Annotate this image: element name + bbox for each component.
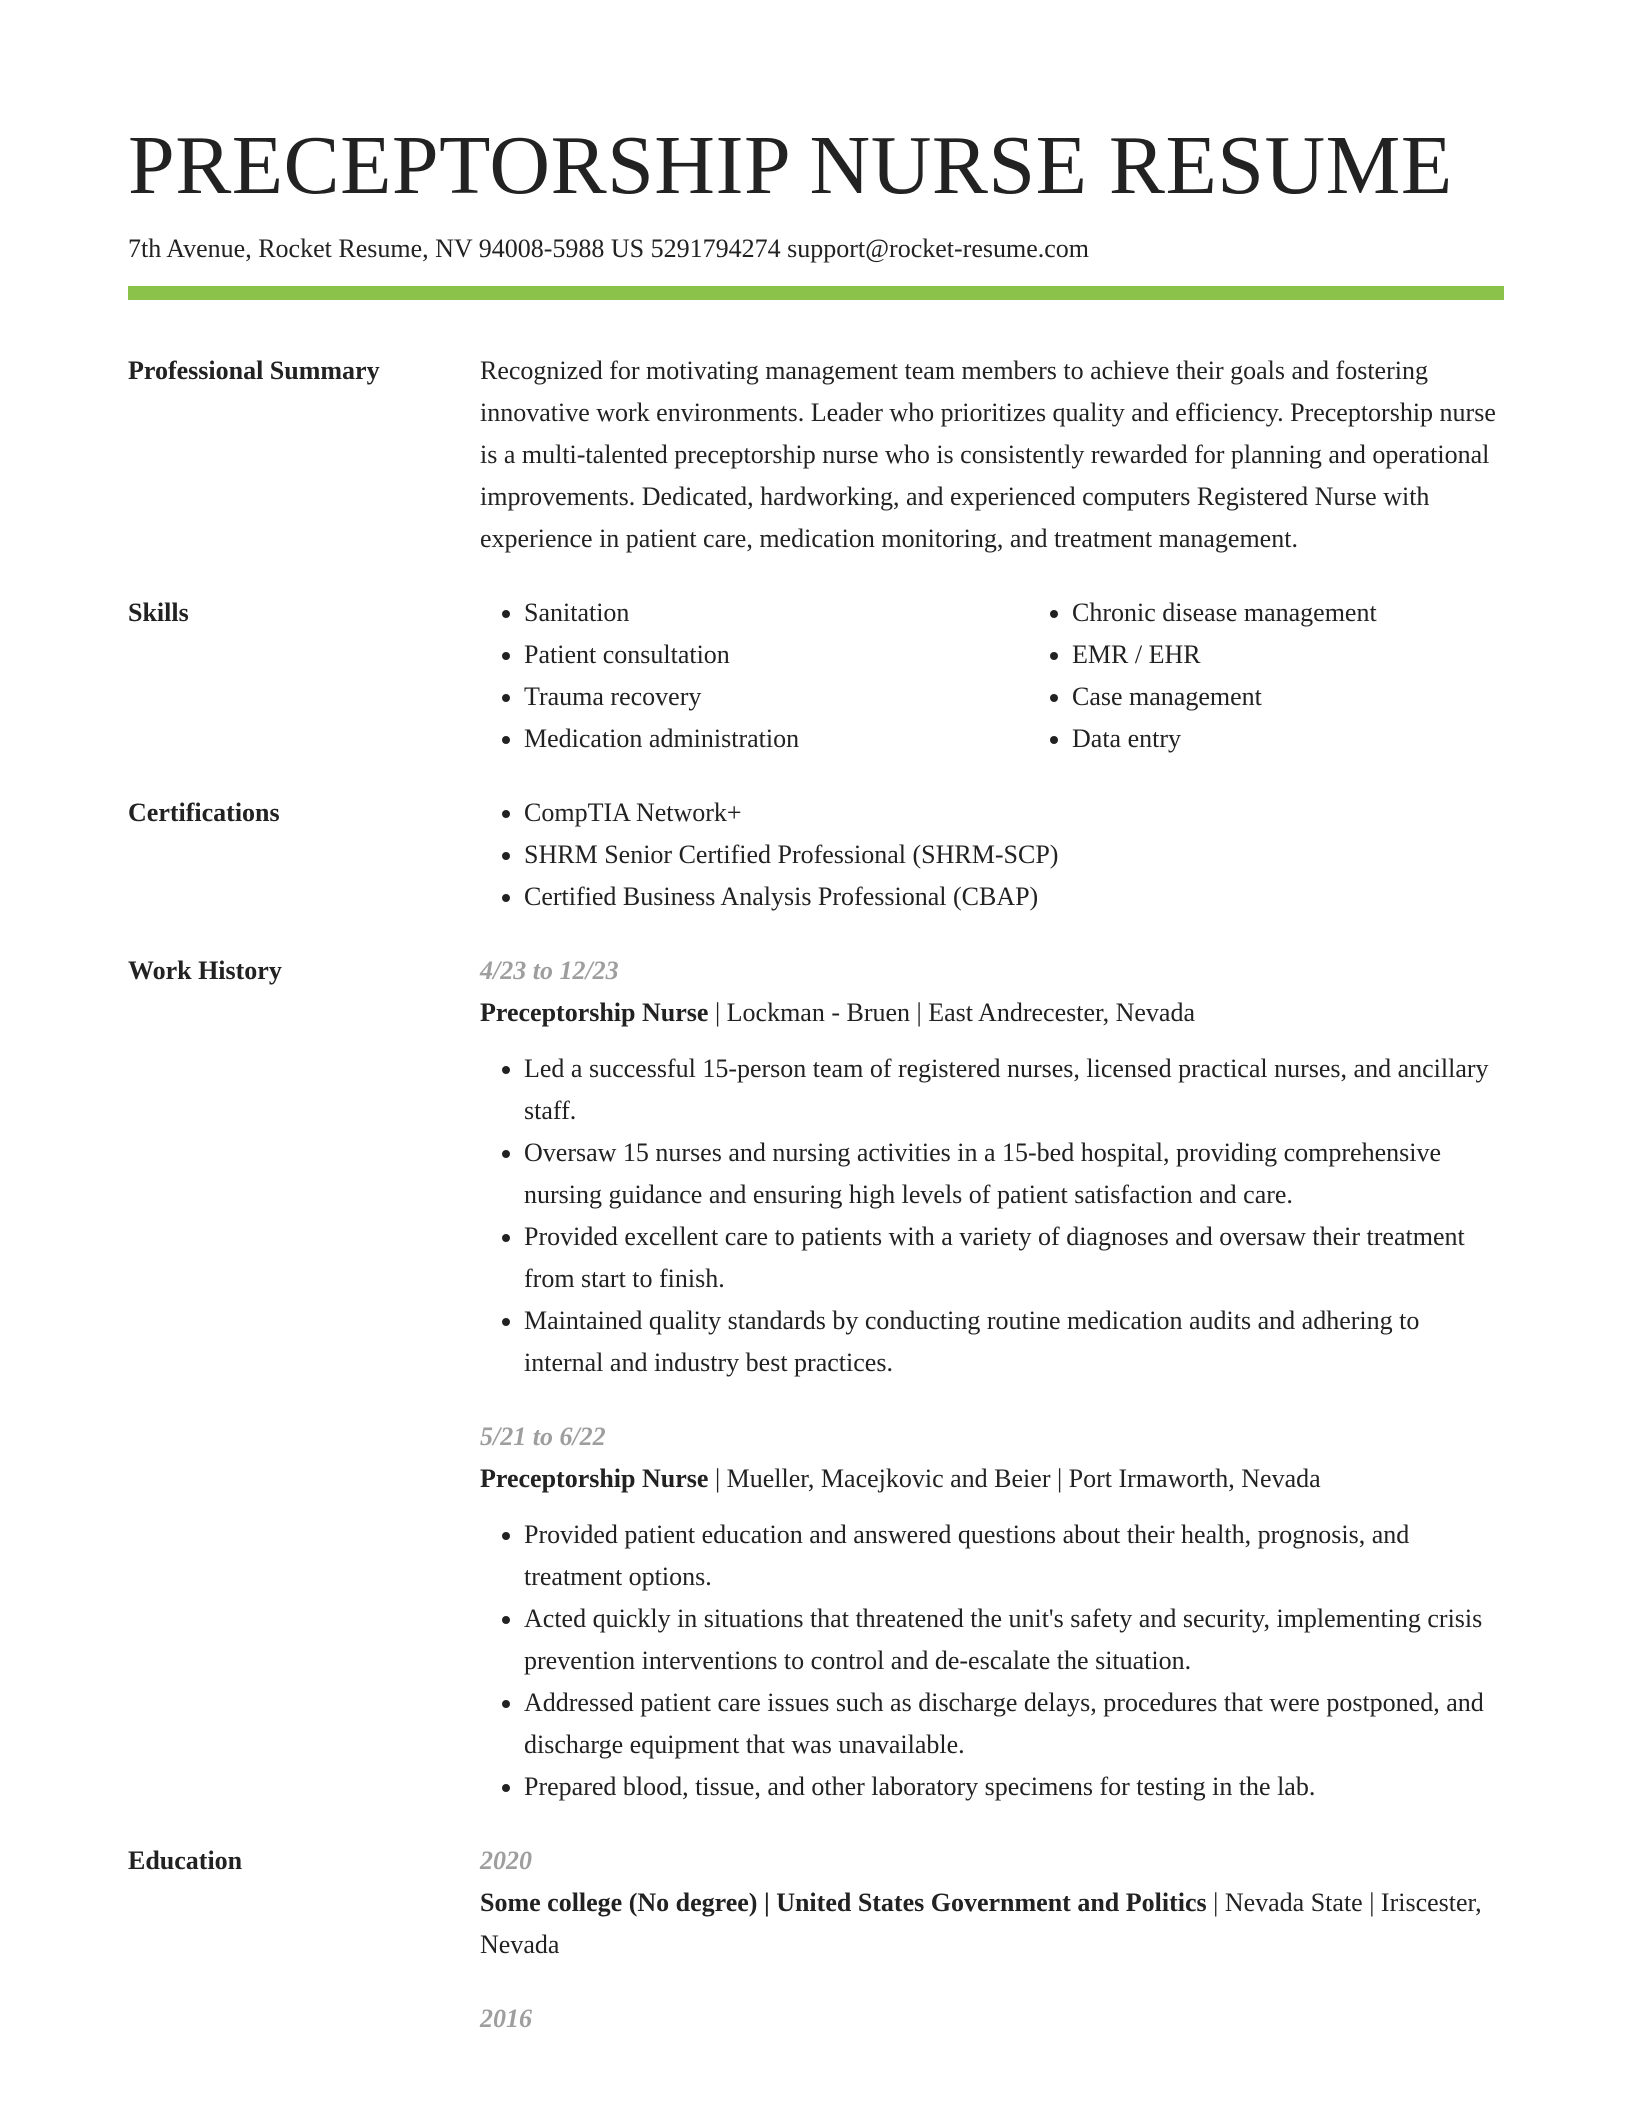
contact-line: 7th Avenue, Rocket Resume, NV 94008-5988 US 5291794274 support@rocket-resume.com [128, 234, 1090, 263]
certifications-section [128, 792, 1504, 918]
resume-title: PRECEPTORSHIP NURSE RESUME [128, 119, 1453, 212]
education-entry [480, 1840, 1504, 1966]
education-degree: Some college (No degree) | United States Government and Politics [480, 1888, 1207, 1917]
job-bullet: • Addressed patient care issues such as discharge delays, procedures that were postponed, and discharge equipment that was unavailable. [524, 1682, 1504, 1766]
certification-item: • CompTIA Network+ [524, 792, 1504, 834]
job-dates: 5/21 to 6/22 [480, 1422, 606, 1451]
education-section [128, 1840, 1504, 2072]
skill-item: • Case management [1072, 676, 1576, 718]
job-entry [480, 950, 1504, 1384]
job-dates: 4/23 to 12/23 [480, 956, 619, 985]
summary-text: Recognized for motivating management team members to achieve their goals and fostering innovative work environments. Leader who prioritizes quality and efficiency. Preceptorship nurse is a multi-talented preceptorship nurse who is consistently rewarded for planning and operational improvements. Dedicated, hardworking, and experienced computers Registered Nurse with experience in patient care, medication monitoring, and treatment management. [480, 356, 1496, 553]
job-bullet: • Provided excellent care to patients with a variety of diagnoses and oversaw their treatment from start to finish. [524, 1216, 1504, 1300]
job-bullet: • Led a successful 15-person team of registered nurses, licensed practical nurses, and ancillary staff. [524, 1048, 1504, 1132]
skill-item: • EMR / EHR [1072, 634, 1576, 676]
skill-item: • Chronic disease management [1072, 592, 1576, 634]
skills-label: Skills [128, 598, 189, 627]
summary-section [128, 350, 1504, 560]
skill-item: • Trauma recovery [524, 676, 1028, 718]
job-bullet: • Acted quickly in situations that threatened the unit's safety and security, implementing crisis prevention interventions to control and de-escalate the situation. [524, 1598, 1504, 1682]
education-entry [480, 1998, 1504, 2040]
education-heading [480, 1882, 1504, 1966]
education-year: 2016 [480, 2004, 532, 2033]
skill-item: • Patient consultation [524, 634, 1028, 676]
work-history-label: Work History [128, 956, 282, 985]
skills-body [480, 592, 1504, 760]
work-history-section [128, 950, 1504, 1840]
skills-list-right [1028, 592, 1576, 760]
work-history-body [480, 950, 1504, 1840]
job-entry [480, 1416, 1504, 1808]
job-heading [480, 992, 1504, 1034]
skills-section [128, 592, 1504, 760]
job-bullet: • Prepared blood, tissue, and other laboratory specimens for testing in the lab. [524, 1766, 1504, 1808]
certification-item: • SHRM Senior Certified Professional (SHRM-SCP) [524, 834, 1504, 876]
job-bullets [480, 1048, 1504, 1384]
accent-divider [128, 286, 1504, 300]
education-year: 2020 [480, 1846, 532, 1875]
education-details: | Nevada State | Iriscester, Nevada [480, 1888, 1482, 1959]
job-heading [480, 1458, 1504, 1500]
job-title: Preceptorship Nurse [480, 1464, 709, 1493]
job-details: | Mueller, Macejkovic and Beier | Port Irmaworth, Nevada [708, 1464, 1321, 1493]
certifications-label: Certifications [128, 798, 280, 827]
job-bullets [480, 1514, 1504, 1808]
skill-item: • Medication administration [524, 718, 1028, 760]
skills-list-left [480, 592, 1028, 760]
skill-item: • Data entry [1072, 718, 1576, 760]
summary-label: Professional Summary [128, 356, 380, 385]
certifications-list [480, 792, 1504, 918]
skill-item: • Sanitation [524, 592, 1028, 634]
skills-grid [480, 592, 1504, 760]
resume-content [128, 350, 1504, 2072]
certifications-body [480, 792, 1504, 918]
job-bullet: • Maintained quality standards by conducting routine medication audits and adhering to internal and industry best practices. [524, 1300, 1504, 1384]
job-bullet: • Oversaw 15 nurses and nursing activities in a 15-bed hospital, providing comprehensive nursing guidance and ensuring high levels of patient satisfaction and care. [524, 1132, 1504, 1216]
job-details: | Lockman - Bruen | East Andrecester, Nevada [708, 998, 1196, 1027]
education-label: Education [128, 1846, 243, 1875]
job-title: Preceptorship Nurse [480, 998, 709, 1027]
job-bullet: • Provided patient education and answered questions about their health, prognosis, and treatment options. [524, 1514, 1504, 1598]
education-body [480, 1840, 1504, 2072]
certification-item: • Certified Business Analysis Professional (CBAP) [524, 876, 1504, 918]
